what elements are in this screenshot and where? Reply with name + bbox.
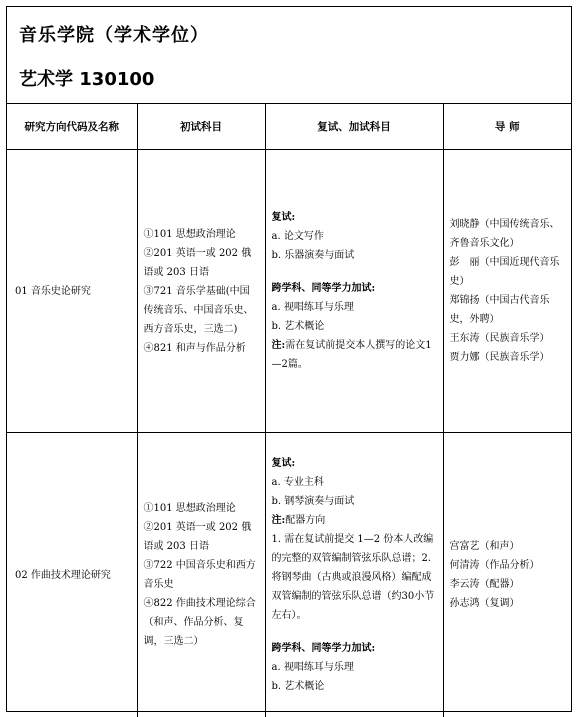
direction-cell: 02 作曲技术理论研究 <box>7 433 137 717</box>
retest-cell <box>265 150 443 433</box>
table-header-row <box>7 104 571 150</box>
college-title: 音乐学院（学术学位） <box>19 21 209 47</box>
retest-title: 复试: <box>272 208 437 227</box>
extra-item: a. 视唱练耳与乐理 <box>272 298 437 317</box>
advisors-cell <box>443 433 571 717</box>
exam-item: ④822 作曲技术理论综合（和声、作品分析、复调，三选二） <box>144 594 259 651</box>
exam-item: ③722 中国音乐史和西方音乐史 <box>144 556 259 594</box>
note-text: 配器方向 <box>285 515 325 526</box>
exam-item: ③721 音乐学基础(中国传统音乐、中国音乐史、西方音乐史，三选二) <box>144 282 259 339</box>
note <box>272 336 437 374</box>
retest-item: a. 专业主科 <box>272 473 437 492</box>
exam-item: ①101 思想政治理论 <box>144 225 259 244</box>
advisor: 贾力娜（民族音乐学） <box>450 348 566 367</box>
extra-title: 跨学科、同等学力加试: <box>272 639 437 658</box>
program-table <box>7 103 571 717</box>
title-block <box>7 7 571 103</box>
exam-item: ②201 英语一或 202 俄语或 203 日语 <box>144 244 259 282</box>
advisor: 郑锦扬（中国古代音乐史，外聘） <box>450 291 566 329</box>
exam-item: ②201 英语一或 202 俄语或 203 日语 <box>144 518 259 556</box>
header-retest: 复试、加试科目 <box>265 104 443 150</box>
advisor: 宫富艺（和声） <box>450 537 566 556</box>
note-text: 需在复试前提交本人撰写的论文1—2篇。 <box>272 340 432 370</box>
header-exam: 初试科目 <box>137 104 265 150</box>
exam-cell <box>137 433 265 717</box>
retest-item: b. 乐器演奏与面试 <box>272 246 437 265</box>
note-label: 注: <box>272 340 286 351</box>
table-row <box>7 433 571 717</box>
spacer <box>272 265 437 279</box>
extra-item: b. 艺术概论 <box>272 317 437 336</box>
retest-item: a. 论文写作 <box>272 227 437 246</box>
major-title: 艺术学 130100 <box>19 65 154 91</box>
note-label: 注: <box>272 515 286 526</box>
header-advisors: 导 师 <box>443 104 571 150</box>
advisor: 刘晓静（中国传统音乐、齐鲁音乐文化） <box>450 215 566 253</box>
advisor: 李云涛（配器） <box>450 575 566 594</box>
note <box>272 511 437 530</box>
spacer <box>272 625 437 639</box>
retest-cell <box>265 433 443 717</box>
advisor: 王东涛（民族音乐学） <box>450 329 566 348</box>
advisor: 何清涛（作品分析） <box>450 556 566 575</box>
retest-item: b. 钢琴演奏与面试 <box>272 492 437 511</box>
header-direction: 研究方向代码及名称 <box>7 104 137 150</box>
note-items: 1. 需在复试前提交 1—2 份本人改编的完整的双管编制管弦乐队总谱；2. 将钢琴曲（古典或浪漫风格）编配成双管编制的管弦乐队总谱（约30小节左右）。 <box>272 530 437 625</box>
direction-cell: 01 音乐史论研究 <box>7 150 137 433</box>
table-row <box>7 150 571 433</box>
extra-item: a. 视唱练耳与乐理 <box>272 658 437 677</box>
advisor: 彭 丽（中国近现代音乐史） <box>450 253 566 291</box>
exam-item: ④821 和声与作品分析 <box>144 339 259 358</box>
advisors-cell <box>443 150 571 433</box>
document-frame <box>6 6 572 712</box>
exam-cell <box>137 150 265 433</box>
advisor: 孙志鸿（复调） <box>450 594 566 613</box>
retest-title: 复试: <box>272 454 437 473</box>
extra-title: 跨学科、同等学力加试: <box>272 279 437 298</box>
extra-item: b. 艺术概论 <box>272 677 437 696</box>
exam-item: ①101 思想政治理论 <box>144 499 259 518</box>
